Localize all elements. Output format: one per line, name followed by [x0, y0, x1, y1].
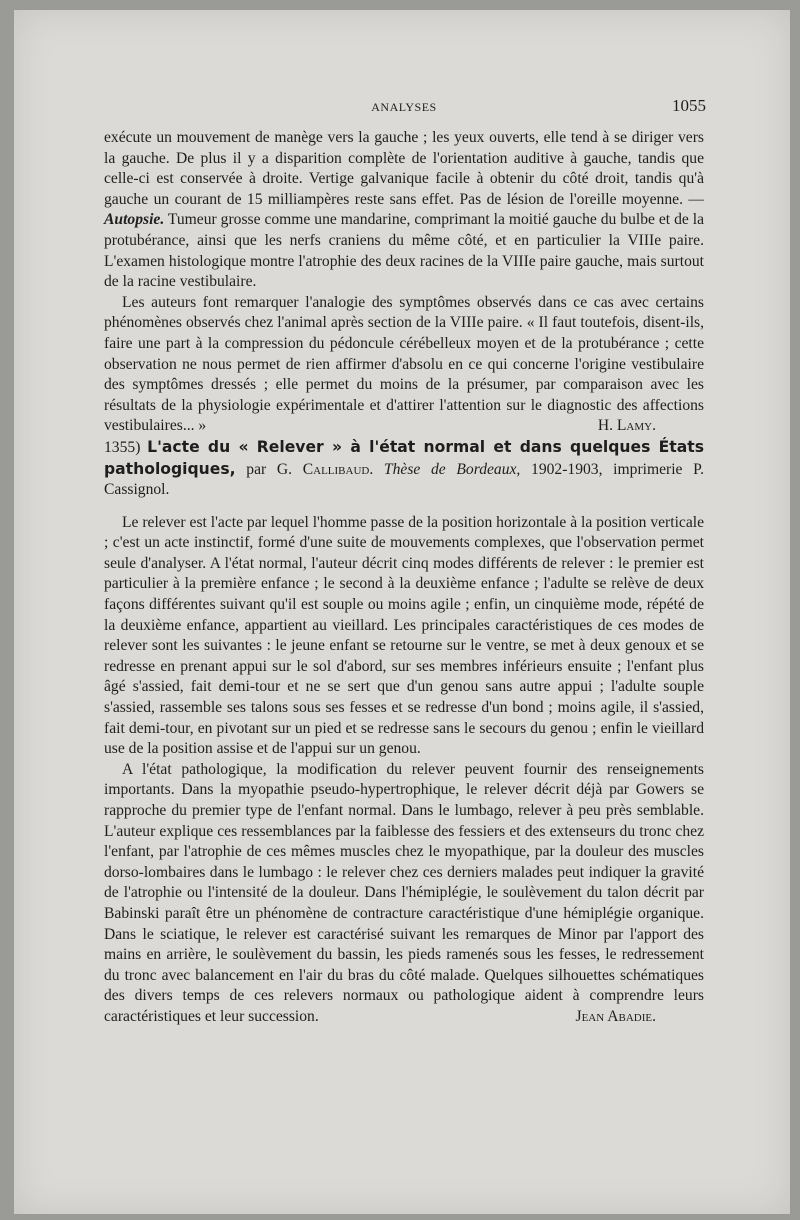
signature-lamy: H. Lamy.: [597, 417, 656, 435]
page-body: [104, 128, 704, 1028]
entry-title: L'acte du « Relever » à l'état normal et dans quelques États pathologiques,: [104, 437, 704, 478]
entry-paragraph-2-text: A l'état pathologique, la modification du relever peuvent fournir des renseignements importants. Dans la myopathie pseudo-hypertrophique, le relever décrit déjà par Gowers se rapproche du premier type de l'enfant normal. Dans le lumbago, relever à peu près semblable. L'auteur explique ces ressemblances par la faiblesse des fessiers et des extenseurs du tronc chez l'enfant, par l'atrophie de ces mêmes muscles chez le myopathique, par la douleur des muscles dorso-lombaires dans le lumbago : le relever chez ces derniers malades peut indiquer la gravité de l'atrophie ou l'intensité de la douleur. Dans l'hémiplégie, le soulèvement du talon décrit par Babinski paraît être un phénomène de contracture caractéristique d'une hémiplégie organique. Dans le sciatique, le relever est caractérisé suivant les remarques de Minor par l'apport des mains en arrière, le soulèvement du bassin, les pieds ramenés sous les fesses, le redressement du tronc avec balancement en l'air du bras du côté malade. Quelques silhouettes schématiques des divers temps de ces relevers normaux ou pathologique aident à comprendre leurs caractéristiques et leur succession.: [104, 760, 704, 1025]
signature-abadie: Jean Abadie.: [575, 1007, 656, 1025]
spacer: [104, 501, 704, 513]
authors-remark-text: Les auteurs font remarquer l'analogie des symptômes observés dans ce cas avec certains phénomènes observés chez l'animal après section de la VIIIe paire. « Il faut toutefois, disent-ils, faire une part à la compression du pédoncule cérébelleux moyen et de la protubérance ; cette observation ne nous permet de rien affirmer d'absolu en ce qui concerne l'origine vestibulaire des symptômes dressés ; elle permet du moins de la présumer, par comparaison avec les résultats de la physiologie expérimentale et d'attirer l'attention sur le diagnostic des affections vestibulaires... »: [104, 293, 704, 435]
bibliographic-entry: [104, 437, 704, 501]
running-head: ANALYSES: [371, 100, 437, 114]
entry-author: Callibaud.: [302, 460, 374, 478]
entry-number: 1355): [104, 438, 141, 456]
authors-remark-paragraph: [104, 293, 704, 437]
entry-paragraph-1: [104, 513, 704, 760]
entry-details: 1902-1903, imprimerie P. Cassignol.: [104, 460, 704, 499]
entry-by: par G.: [246, 460, 293, 478]
continuation-text: exécute un mouvement de manège vers la gauche ; les yeux ouverts, elle tend à se diriger vers la gauche. De plus il y a disparition complète de l'orientation auditive à gauche, tandis que celle-ci est conservée à droite. Vertige galvanique facile à obtenir du côté droit, tandis qu'à gauche un courant de 15 milliampères reste sans effet. Pas de lésion de l'oreille moyenne. —: [104, 129, 704, 208]
autopsy-label: Autopsie.: [104, 211, 165, 229]
continuation-text-2: Tumeur grosse comme une mandarine, comprimant la moitié gauche du bulbe et de la protubérance, ainsi que les nerfs craniens du même côté, et en particulier la VIIIe paire. L'examen histologique montre l'atrophie des deux racines de la VIIIe paire gauche, mais surtout de la racine vestibulaire.: [104, 211, 704, 291]
page-header: [104, 96, 704, 118]
entry-paragraph-1-text: Le relever est l'acte par lequel l'homme passe de la position horizontale à la position verticale ; c'est un acte instinctif, formé d'une suite de mouvements complexes, que l'observation permet seule d'analyser. A l'état normal, l'auteur décrit cinq modes différents de relever : le premier est particulier à la première enfance ; le second à la deuxième enfance ; l'adulte se relève de deux façons différentes suivant qu'il est souple ou moins agile ; enfin, un cinquième mode, répété de la deuxième enfance, appartient au vieillard. Les principales caractéristiques de ces modes de relever sont les suivantes : le jeune enfant se retourne sur le ventre, se met à deux genoux et se redresse en prenant appui sur le sol d'abord, sur ses membres inférieurs ensuite ; l'enfant plus âgé s'assied, fait demi-tour et ne se sert que d'un genou sans autre appui ; l'adulte souple s'assied, rassemble ses talons sous ses fesses et se redresse d'un bond ; moins agile, il s'assied, fait demi-tour, en pivotant sur un pied et se redresse sans le secours du genou ; enfin le vieillard use de la position assise et de l'appui sur un genou.: [104, 513, 704, 758]
entry-thesis: Thèse de Bordeaux,: [383, 460, 521, 478]
book-page: [14, 10, 790, 1214]
continuation-paragraph: [104, 128, 704, 293]
page-number: 1055: [672, 96, 706, 115]
entry-paragraph-2: [104, 760, 704, 1028]
